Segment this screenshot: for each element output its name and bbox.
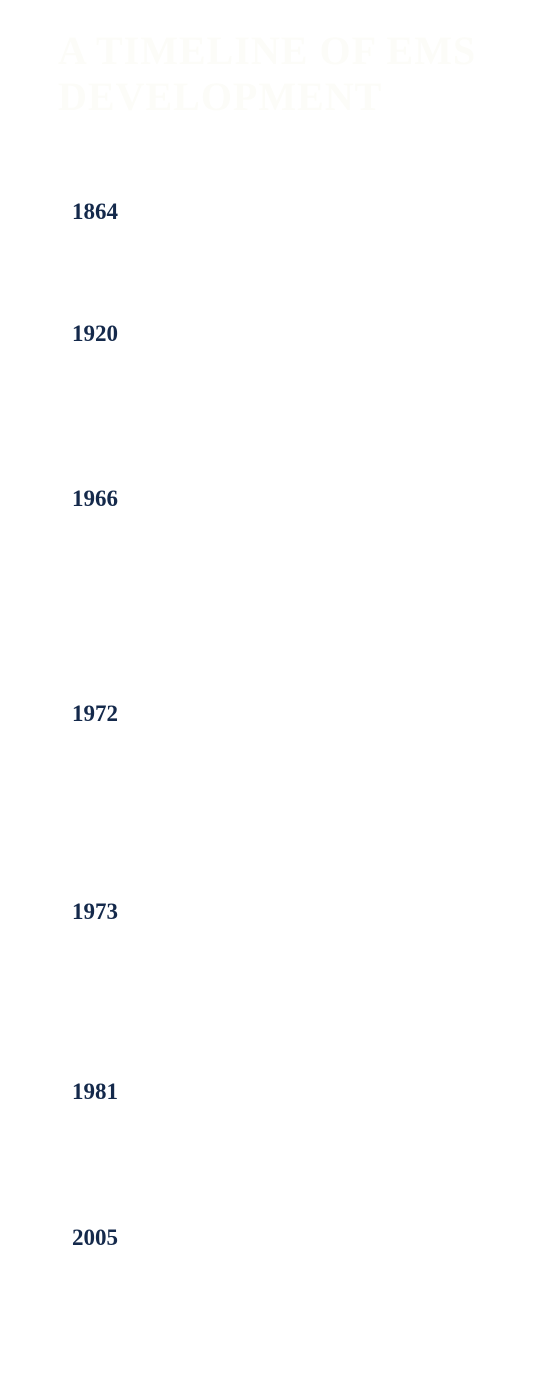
timeline-entry-1972 [180,635,490,645]
timeline-year-1864: 1864 [72,199,118,224]
timeline-entry-1981 [180,1040,490,1050]
timeline-year-1966: 1966 [72,486,118,511]
timeline-year-1920: 1920 [72,321,118,346]
timeline-entry-2005 [180,1205,490,1215]
timeline-year-1981: 1981 [72,1079,118,1104]
timeline-entry-1920 [180,290,490,300]
timeline-year-2005: 2005 [72,1225,118,1250]
timeline-entry-1966 [180,410,490,420]
timeline-entry-1864 [180,170,490,180]
timeline-year-1973: 1973 [72,899,118,924]
timeline-year-1972: 1972 [72,701,118,726]
page-title: A TIMELINE OF EMS DEVELOPMENT [58,28,477,119]
timeline-entry-1973 [180,815,490,825]
